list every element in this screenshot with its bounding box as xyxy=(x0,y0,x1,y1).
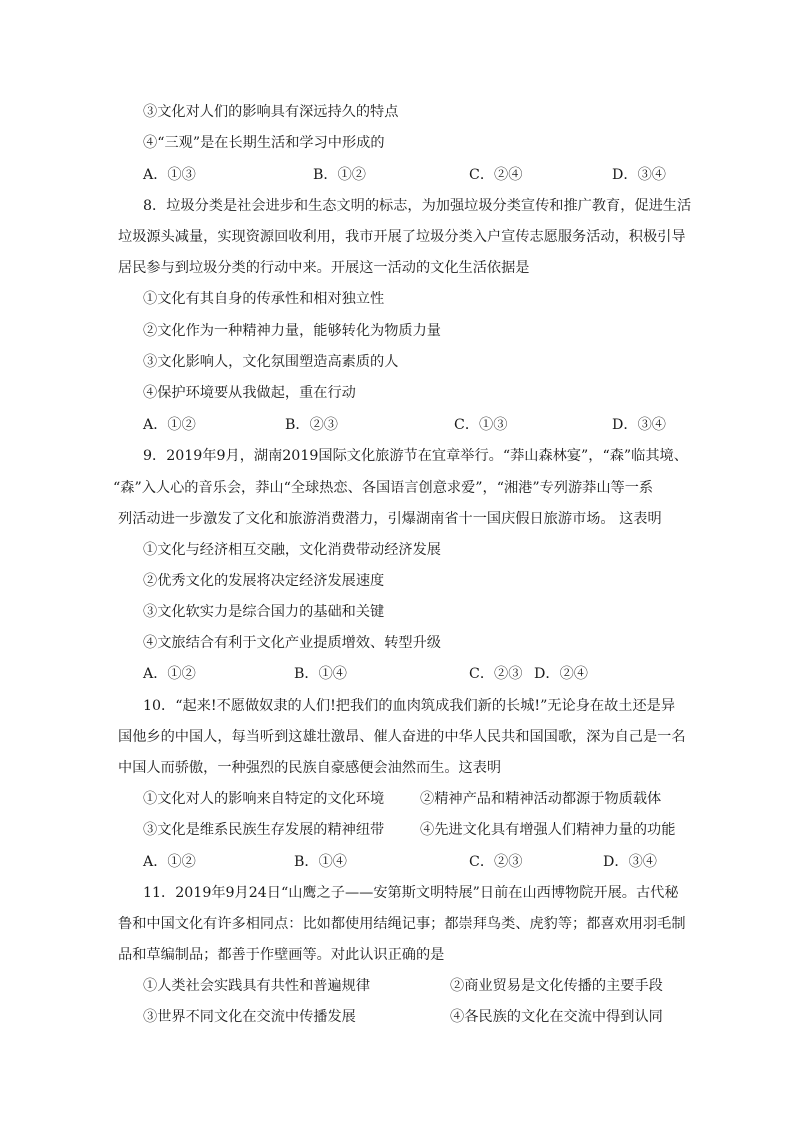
option-c: C．②③ xyxy=(469,854,523,870)
option-a: A．①③ xyxy=(143,167,196,183)
option-c: C．①③ xyxy=(454,417,508,433)
option-b: B．①④ xyxy=(294,666,347,682)
option-d: D．②④ xyxy=(534,666,588,682)
option-d: D．③④ xyxy=(612,167,666,183)
option-a: A．①② xyxy=(143,666,196,682)
option-b: B．②③ xyxy=(285,417,338,433)
option-c: C．②③ xyxy=(469,666,523,682)
option-d: D．③④ xyxy=(612,417,666,433)
option-a: A．①② xyxy=(143,417,196,433)
option-b: B．①② xyxy=(313,167,366,183)
option-b: B．①④ xyxy=(294,854,347,870)
option-c: C．②④ xyxy=(469,167,523,183)
option-a: A．①② xyxy=(143,854,196,870)
option-d: D．③④ xyxy=(603,854,657,870)
